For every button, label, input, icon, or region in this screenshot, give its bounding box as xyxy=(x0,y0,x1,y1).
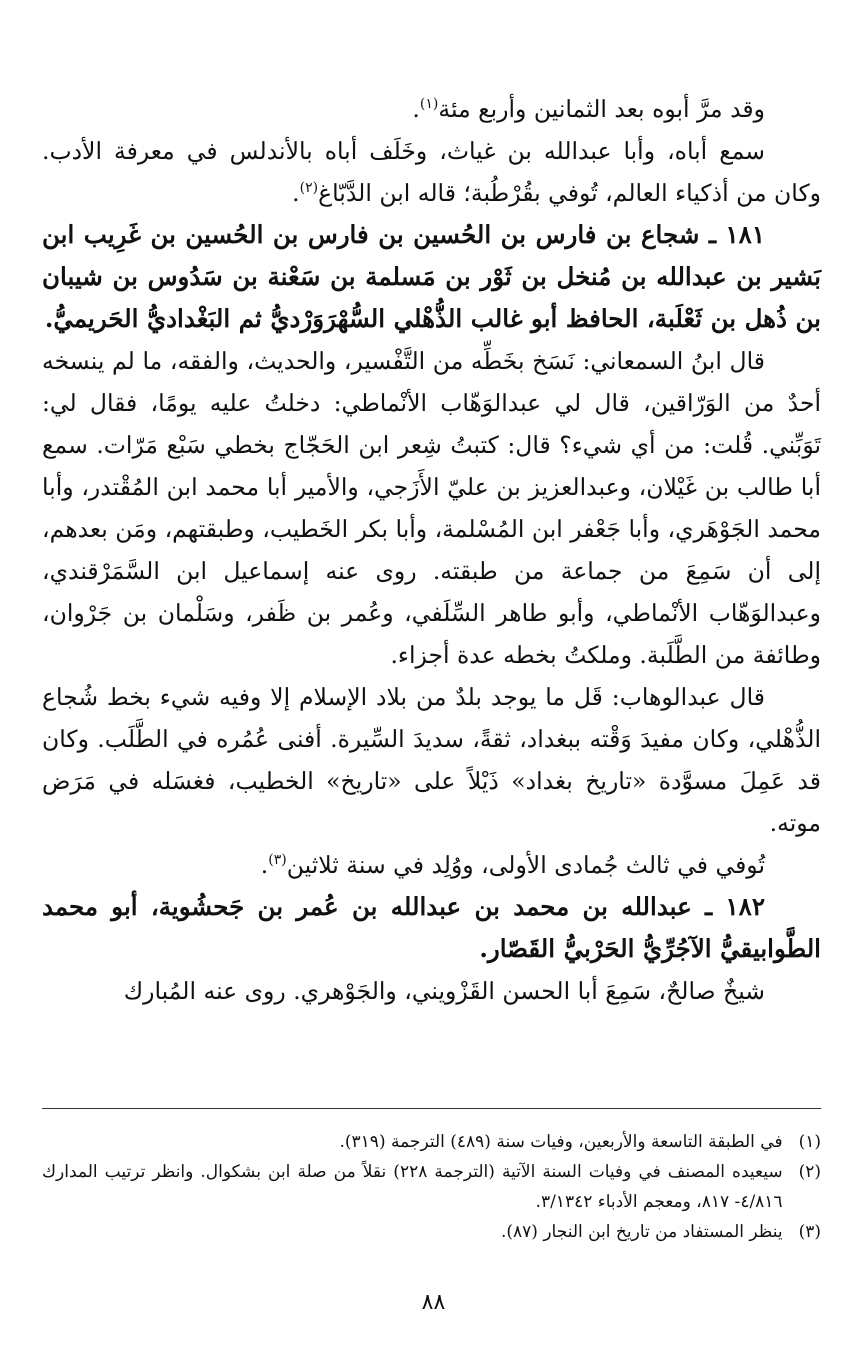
footnote-3 xyxy=(42,1217,821,1247)
paragraph-text: قال عبدالوهاب: قَل ما يوجد بلدٌ من بلاد الإسلام إلا وفيه شيء بخط شُجاع الذُّهْلي، وكان مفيدَ وَقْته ببغداد، ثقةً، سديدَ السِّيرة. أفنى عُمُره في الطَّلَب. وكان قد عَمِلَ مسوَّدة «تاريخ بغداد» ذَيْلاً على «تاريخ» الخطيب، فغسَله في مَرَض موته. xyxy=(42,683,821,837)
paragraph-text: تُوفي في ثالث جُمادى الأولى، ووُلِد في سنة ثلاثين xyxy=(286,851,765,879)
footnotes-section xyxy=(42,1108,821,1247)
footnote-ref: (٢) xyxy=(299,180,319,197)
footnote-1 xyxy=(42,1127,821,1157)
paragraph-abdulwahhab xyxy=(42,676,821,844)
footnote-text: سيعيده المصنف في وفيات السنة الآتية (الترجمة ٢٢٨) نقلاً من صلة ابن بشكوال. وانظر ترتيب المدارك ٤/٨١٦- ٨١٧، ومعجم الأدباء ٣/١٣٤٢. xyxy=(42,1162,783,1212)
page-number: ٨٨ xyxy=(421,1290,446,1315)
footnote-number: (٢) xyxy=(798,1162,821,1182)
entry-heading-182 xyxy=(42,886,821,970)
paragraph-tail: . xyxy=(412,95,420,123)
footnote-ref: (١) xyxy=(419,96,439,113)
paragraph-father xyxy=(42,88,821,130)
footnote-ref: (٣) xyxy=(268,852,287,869)
footnote-2 xyxy=(42,1157,821,1217)
main-text xyxy=(42,88,821,1012)
footnote-number: (٣) xyxy=(798,1222,821,1242)
paragraph-text: سمع أباه، وأبا عبدالله بن غياث، وخَلَف أباه بالأندلس في معرفة الأدب. وكان من أذكياء العالم، تُوفي بقُرْطُبة؛ قاله ابن الدَّبّاغ xyxy=(42,137,821,207)
paragraph-tail: . xyxy=(292,179,300,207)
heading-text: ١٨١ ـ شجاع بن فارس بن الحُسين بن فارس بن الحُسين بن غَرِيب ابن بَشير بن عبدالله بن مُنخل بن ثَوْر بن مَسلمة بن سَعْنة بن سَدُوس بن شيبان بن ذُهل بن ثَعْلَبة، الحافظ أبو غالب الذُّهْلي السُّهْرَوَرْديُّ ثم البَغْداديُّ الحَريميُّ. xyxy=(42,220,821,333)
heading-text: ١٨٢ ـ عبدالله بن محمد بن عبدالله بن عُمر بن جَحشُوية، أبو محمد الطَّوابيقيُّ الآجُرِّيُّ الحَرْبيُّ القَصّار. xyxy=(42,892,821,963)
paragraph-death xyxy=(42,844,821,886)
paragraph-sheikh xyxy=(42,970,821,1012)
paragraph-tail: . xyxy=(260,851,269,879)
paragraph-heard xyxy=(42,130,821,214)
footnote-number: (١) xyxy=(798,1132,821,1152)
paragraph-text: وقد مرَّ أبوه بعد الثمانين وأربع مئة xyxy=(438,95,765,123)
paragraph-text: قال ابنُ السمعاني: نَسَخ بخَطِّه من التَّفْسير، والحديث، والفقه، ما لم ينسخه أحدٌ من الوَرّاقين، قال لي عبدالوَهّاب الأنْماطي: دخلتُ عليه يومًا، فقال لي: تَوَبِّني. قُلت: من أي شيء؟ قال: كتبتُ شِعر ابن الحَجّاج بخطي سَبْع مَرّات. سمع أبا طالب بن غَيْلان، وعبدالعزيز بن عليّ الأَزَجي، والأمير أبا محمد ابن المُقْتدر، وأبا محمد الجَوْهَري، وأبا جَعْفر ابن المُسْلمة، وأبا بكر الخَطيب، وطبقتهم، ومَن بعدهم، إلى أن سَمِعَ من جماعة من طبقته. روى عنه إسماعيل ابن السَّمَرْقندي، وعبدالوَهّاب الأنْماطي، وأبو طاهر السِّلَفي، وعُمر بن ظَفر، وسَلْمان بن جَرْوان، وطائفة من الطَّلَبة. وملكتُ بخطه عدة أجزاء. xyxy=(41,347,822,669)
footnote-text: ينظر المستفاد من تاريخ ابن النجار (٨٧). xyxy=(500,1222,783,1242)
footnote-text: في الطبقة التاسعة والأربعين، وفيات سنة (٤٨٩) الترجمة (٣١٩). xyxy=(339,1132,783,1152)
paragraph-samani xyxy=(42,340,821,676)
paragraph-text: شيخٌ صالحٌ، سَمِعَ أبا الحسن القَزْويني، والجَوْهري. روى عنه المُبارك xyxy=(123,977,765,1005)
entry-heading-181 xyxy=(42,214,821,340)
